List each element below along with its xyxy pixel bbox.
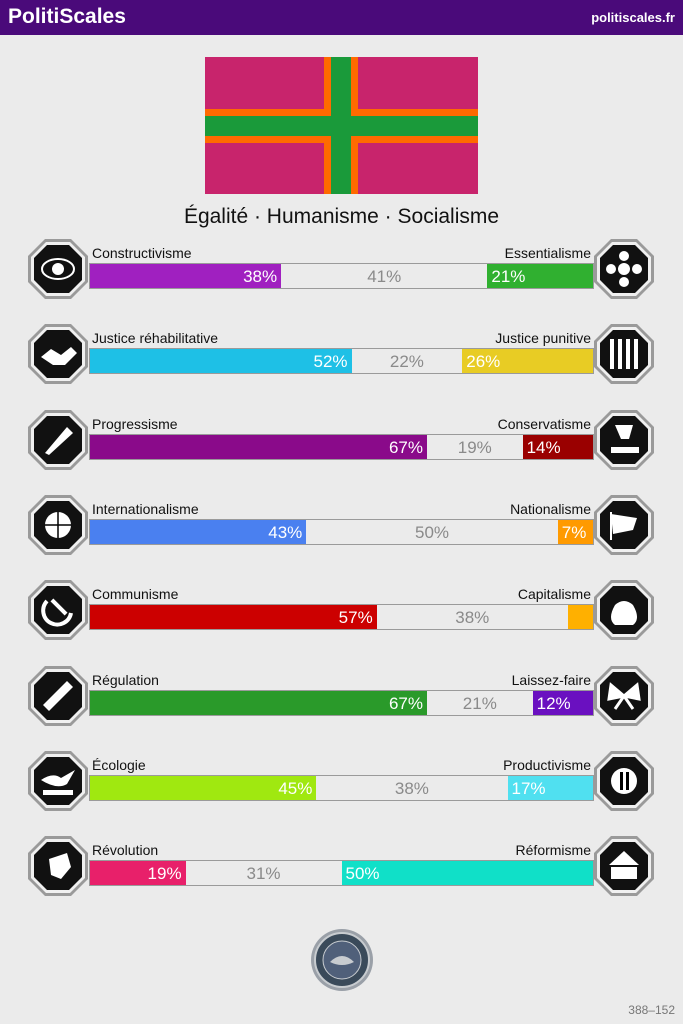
middle-percent: 19%: [457, 437, 492, 457]
left-percent: 19%: [147, 864, 182, 884]
middle-segment: [306, 520, 558, 544]
left-percent: 45%: [278, 778, 313, 798]
axis-left-label: Constructivisme: [92, 245, 192, 261]
flag-icon: [593, 494, 655, 556]
right-segment: [568, 605, 593, 629]
axis-row: [0, 416, 683, 496]
handshake-icon: [27, 323, 89, 385]
right-segment: [533, 691, 593, 715]
middle-percent: 50%: [415, 522, 450, 542]
axis-right-label: Justice punitive: [495, 330, 591, 347]
axis-left-label: Écologie: [92, 756, 146, 773]
axis-row: [0, 501, 683, 581]
axis-bar: [89, 519, 594, 545]
left-segment: [90, 349, 352, 373]
right-percent: [568, 608, 572, 627]
left-segment: [90, 691, 427, 715]
axis-left-label: Progressisme: [92, 415, 178, 432]
axis-right-label: Laissez-faire: [511, 671, 591, 688]
quill-icon: [593, 409, 655, 471]
raised-fist-icon: [27, 835, 89, 897]
axis-left-label: Communisme: [92, 586, 179, 603]
middle-segment: [427, 435, 523, 459]
rocket-icon: [27, 409, 89, 471]
axis-bar: [89, 690, 594, 716]
seal-icon: [310, 928, 374, 992]
left-percent: 38%: [243, 267, 278, 286]
middle-percent: 38%: [455, 608, 490, 628]
axis-left-label: Révolution: [92, 842, 159, 859]
right-percent: 7%: [561, 522, 587, 542]
axis-right-label: Nationalisme: [510, 500, 591, 517]
right-percent: 12%: [536, 693, 571, 713]
axis-right-label: Essentialisme: [504, 245, 591, 261]
right-segment: [462, 349, 593, 373]
flag-image: [205, 57, 478, 194]
left-segment: [90, 861, 186, 885]
flower-icon: [593, 238, 655, 300]
axis-bar: [89, 348, 594, 374]
left-percent: 57%: [338, 608, 373, 628]
ruler-icon: [27, 665, 89, 727]
middle-percent: 21%: [462, 693, 497, 713]
right-segment: [558, 520, 593, 544]
parliament-icon: [593, 835, 655, 897]
left-segment: [90, 435, 427, 459]
right-percent: 26%: [466, 352, 501, 372]
butterfly-icon: [593, 665, 655, 727]
left-segment: [90, 264, 281, 288]
right-segment: [342, 861, 594, 885]
middle-segment: [316, 776, 507, 800]
axis-right-label: Capitalisme: [517, 586, 591, 603]
left-percent: 67%: [388, 693, 423, 713]
axis-bar: [89, 860, 594, 886]
brand-title[interactable]: PolitiScales: [8, 5, 126, 28]
globe-icon: [27, 494, 89, 556]
right-percent: 14%: [526, 437, 561, 457]
left-segment: [90, 776, 316, 800]
axis-bar: [89, 604, 594, 630]
right-percent: 50%: [345, 864, 380, 884]
left-segment: [90, 520, 306, 544]
right-percent: 17%: [511, 778, 546, 798]
header: [0, 0, 683, 35]
bird-icon: [27, 750, 89, 812]
slogan: Égalité · Humanisme · Socialisme: [183, 205, 500, 228]
right-segment: [523, 435, 593, 459]
axis-bar: [89, 775, 594, 801]
left-percent: 52%: [313, 352, 348, 372]
money-bag-icon: [593, 579, 655, 641]
middle-segment: [281, 264, 487, 288]
left-segment: [90, 605, 377, 629]
left-percent: 43%: [268, 522, 303, 542]
axis-right-label: Productivisme: [503, 756, 591, 773]
middle-segment: [377, 605, 568, 629]
middle-segment: [427, 691, 533, 715]
axis-row: [0, 330, 683, 410]
axis-left-label: Régulation: [92, 671, 159, 688]
middle-percent: 41%: [367, 267, 402, 286]
site-url[interactable]: politiscales.fr: [591, 10, 675, 25]
right-segment: [508, 776, 594, 800]
eye-icon: [27, 238, 89, 300]
middle-percent: 38%: [394, 778, 429, 798]
axis-row: [0, 245, 683, 325]
prison-bars-icon: [593, 323, 655, 385]
axis-row: [0, 842, 683, 922]
axis-right-label: Réformisme: [515, 842, 591, 859]
middle-percent: 22%: [389, 352, 424, 372]
axis-right-label: Conservatisme: [497, 415, 591, 432]
right-percent: 21%: [491, 267, 526, 286]
axis-left-label: Justice réhabilitative: [92, 330, 219, 347]
middle-segment: [352, 349, 463, 373]
result-code: 388–152: [628, 1003, 675, 1017]
left-percent: 67%: [388, 437, 423, 457]
right-segment: [487, 264, 593, 288]
axis-row: [0, 586, 683, 666]
axis-bar: [89, 434, 594, 460]
axis-row: [0, 672, 683, 752]
axis-left-label: Internationalisme: [92, 500, 199, 517]
middle-segment: [186, 861, 342, 885]
axis-row: [0, 757, 683, 837]
factory-icon: [593, 750, 655, 812]
middle-percent: 31%: [246, 864, 281, 884]
hammer-sickle-icon: [27, 579, 89, 641]
axis-bar: [89, 263, 594, 289]
